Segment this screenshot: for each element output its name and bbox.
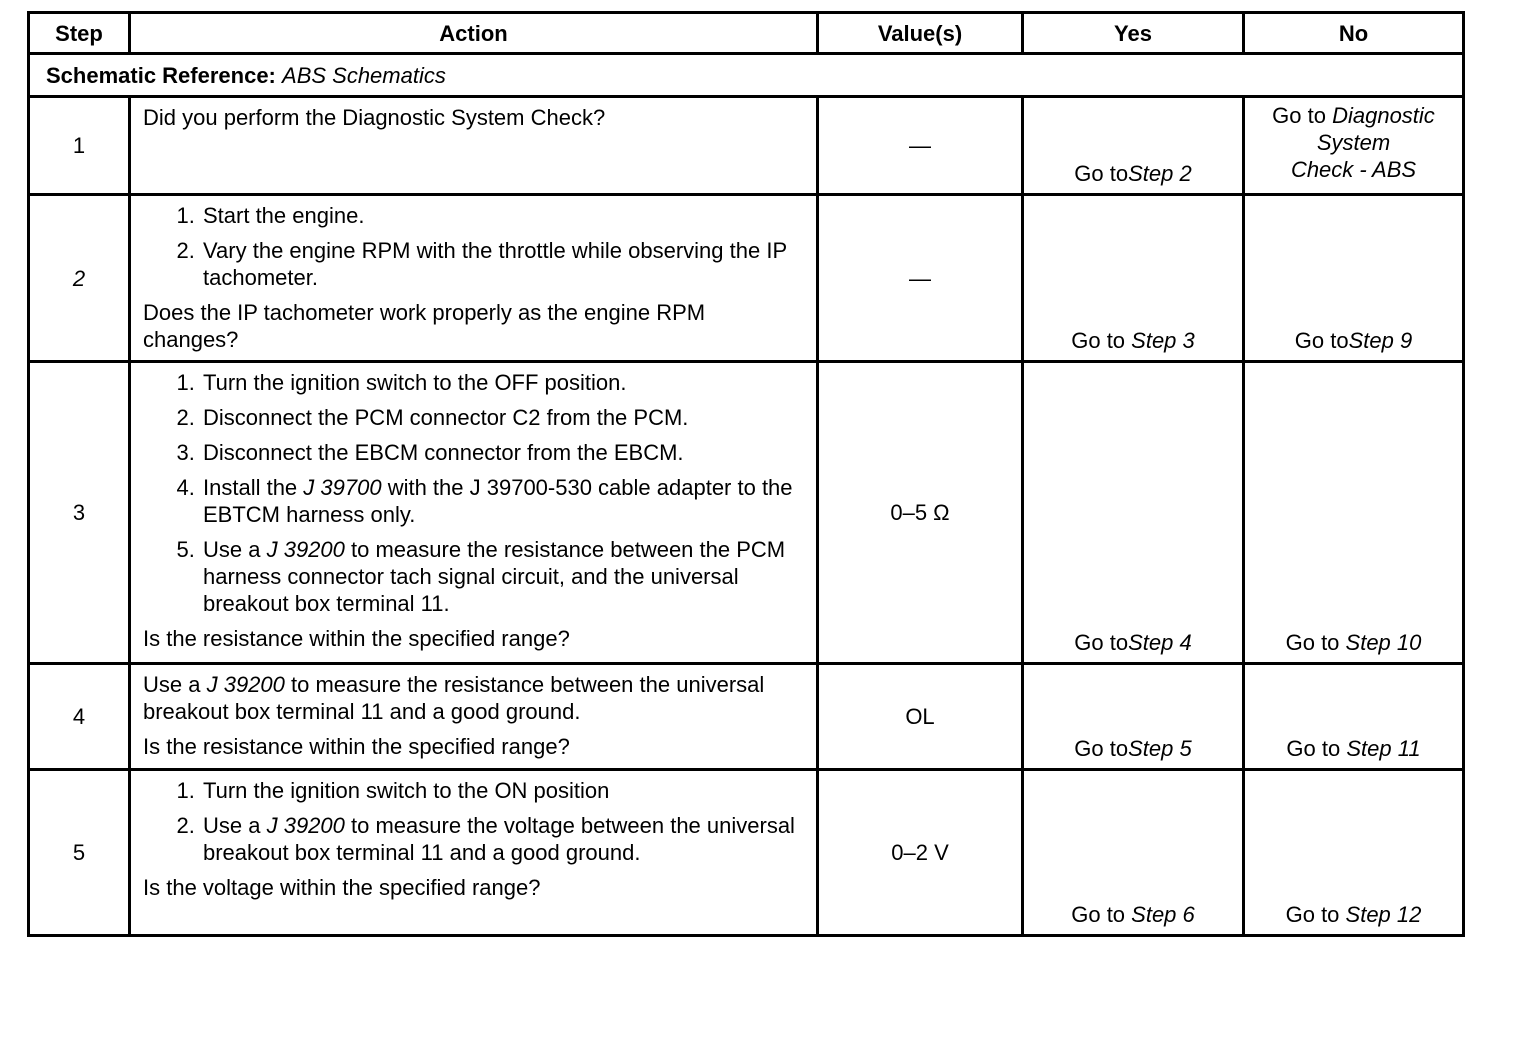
action-item: 1. Turn the ignition switch to the ON position xyxy=(201,777,806,804)
item-text: Use a xyxy=(143,672,207,697)
no-cell xyxy=(1244,770,1464,936)
no-step-link: Step 12 xyxy=(1345,902,1422,927)
no-cell xyxy=(1244,195,1464,362)
value-cell: — xyxy=(818,195,1023,362)
step-number: 3 xyxy=(29,362,130,664)
diagnostic-table xyxy=(27,11,1465,937)
question-text: Does the IP tachometer work properly as the engine RPM changes? xyxy=(143,300,706,352)
no-line-3: Check - ABS xyxy=(1290,157,1417,182)
action-cell xyxy=(130,664,818,770)
no-cell xyxy=(1244,362,1464,664)
no-cell xyxy=(1244,664,1464,770)
schematic-reference xyxy=(29,54,1464,97)
action-cell xyxy=(130,770,818,936)
header-yes: Yes xyxy=(1023,13,1244,54)
step-number xyxy=(29,195,130,362)
item-text: to measure the resistance between the universal breakout box terminal 11 and a good ground. xyxy=(143,672,765,724)
schematic-row xyxy=(29,54,1464,97)
item-text: to measure the resistance between the PCM harness connector tach signal circuit, and the universal breakout box terminal 11. xyxy=(203,537,786,616)
header-no: No xyxy=(1244,13,1464,54)
action-list xyxy=(143,369,806,617)
action-item: 1. Start the engine. xyxy=(201,202,806,229)
yes-step-link: Step 3 xyxy=(1131,328,1195,353)
step-number: 1 xyxy=(29,97,130,195)
item-text: to measure the voltage between the universal breakout box terminal 11 and a good ground. xyxy=(203,813,795,865)
item-text: with the J 39700-530 cable adapter to the EBTCM harness only. xyxy=(203,475,793,527)
value-cell: — xyxy=(818,97,1023,195)
yes-cell xyxy=(1023,664,1244,770)
header-values: Value(s) xyxy=(818,13,1023,54)
action-item: 1. Turn the ignition switch to the OFF position. xyxy=(201,369,806,396)
no-prefix: Go to xyxy=(1272,103,1333,128)
yes-step-link: Step 2 xyxy=(1128,161,1192,186)
tool-name: J 39200 xyxy=(266,537,345,562)
item-text: Use a xyxy=(203,813,267,838)
action-cell xyxy=(130,97,818,195)
schematic-label: Schematic Reference: xyxy=(46,62,276,88)
action-cell xyxy=(130,362,818,664)
no-prefix: Go to xyxy=(1286,736,1347,761)
value-cell: 0–2 V xyxy=(818,770,1023,936)
table-row xyxy=(29,195,1464,362)
action-list xyxy=(143,202,806,291)
value-cell: OL xyxy=(818,664,1023,770)
tool-name: J 39200 xyxy=(266,813,345,838)
question-text: Is the resistance within the specified range? xyxy=(143,734,570,759)
tool-name: J 39700 xyxy=(303,475,382,500)
action-cell xyxy=(130,195,818,362)
action-text xyxy=(143,671,806,725)
yes-prefix: Go to xyxy=(1074,630,1129,655)
question-text: Is the resistance within the specified range? xyxy=(143,626,570,651)
step-number-text: 2 xyxy=(72,265,86,291)
question-text: Did you perform the Diagnostic System Check? xyxy=(143,105,606,130)
table-row xyxy=(29,664,1464,770)
step-number: 5 xyxy=(29,770,130,936)
no-step-link: Step 11 xyxy=(1346,736,1421,761)
table-row xyxy=(29,770,1464,936)
item-text: Use a xyxy=(203,537,267,562)
header-row xyxy=(29,13,1464,54)
action-item xyxy=(201,812,806,866)
yes-prefix: Go to xyxy=(1071,328,1132,353)
action-item: 3. Disconnect the EBCM connector from the EBCM. xyxy=(201,439,806,466)
no-prefix: Go to xyxy=(1294,328,1349,353)
table-row xyxy=(29,97,1464,195)
yes-step-link: Step 4 xyxy=(1128,630,1192,655)
action-list xyxy=(143,777,806,866)
no-step-link: Step 10 xyxy=(1345,630,1422,655)
no-prefix: Go to xyxy=(1285,630,1346,655)
yes-cell xyxy=(1023,362,1244,664)
yes-cell xyxy=(1023,195,1244,362)
item-text: Install the xyxy=(203,475,304,500)
action-item xyxy=(201,536,806,617)
no-prefix: Go to xyxy=(1285,902,1346,927)
no-step-link: Step 9 xyxy=(1348,328,1413,353)
schematic-value: ABS Schematics xyxy=(282,62,446,88)
action-item xyxy=(201,474,806,528)
header-action: Action xyxy=(130,13,818,54)
no-line-1: Diagnostic xyxy=(1332,103,1435,128)
step-number: 4 xyxy=(29,664,130,770)
no-line-2: System xyxy=(1316,130,1391,155)
yes-prefix: Go to xyxy=(1071,902,1132,927)
value-cell: 0–5 Ω xyxy=(818,362,1023,664)
yes-cell xyxy=(1023,770,1244,936)
no-cell xyxy=(1244,97,1464,195)
yes-prefix: Go to xyxy=(1074,161,1129,186)
table-row xyxy=(29,362,1464,664)
yes-step-link: Step 6 xyxy=(1131,902,1195,927)
yes-step-link: Step 5 xyxy=(1128,736,1192,761)
yes-prefix: Go to xyxy=(1074,736,1129,761)
action-item: 2. Disconnect the PCM connector C2 from the PCM. xyxy=(201,404,806,431)
action-item: 2. Vary the engine RPM with the throttle while observing the IP tachometer. xyxy=(201,237,806,291)
tool-name: J 39200 xyxy=(206,672,285,697)
question-text: Is the voltage within the specified range? xyxy=(143,875,541,900)
yes-cell xyxy=(1023,97,1244,195)
header-step: Step xyxy=(29,13,130,54)
